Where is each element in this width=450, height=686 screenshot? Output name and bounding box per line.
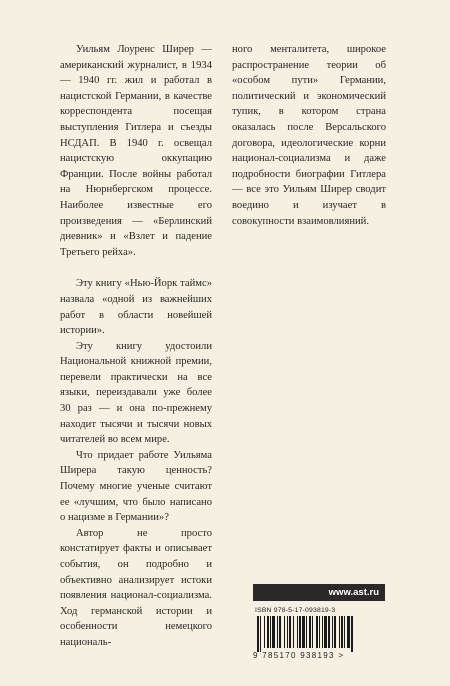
left-text-column	[60, 42, 212, 651]
question-paragraph: Что придает работе Уильяма Ширера такую ценность? Почему многие ученые считают ее «лучшим, что было написано о нацизме в Германии»?	[60, 449, 212, 524]
isbn-label: ISBN 978-5-17-093819-3	[255, 607, 336, 614]
ean-number	[253, 651, 385, 660]
barcode-icon	[253, 616, 385, 652]
continuation-paragraph: ного менталитета, широкое распространение теории об «особом пути» Германии, политический и экономический тупик, в котором страна оказалась после Версальского договора, идеологические корни национал-социализма и даже подробности биографии Гитлера — все это Уильям Ширер сводит воедино и изучает в совокупности взаимовлияний.	[232, 44, 386, 227]
publisher-site: www.ast.ru	[253, 584, 385, 601]
barcode-block	[253, 584, 385, 660]
nyt-quote-paragraph: Эту книгу «Нью-Йорк таймс» назвала «одной из важнейших работ в области новейшей истории».	[60, 278, 212, 337]
ean-digits: 9 785170 938193	[253, 651, 335, 660]
award-paragraph: Эту книгу удостоили Национальной книжной премии, перевели практически на все языки, переиздавали уже более 30 раз — и она по-прежнему находит тысячи и тысячи новых читателей во всем мире.	[60, 340, 212, 446]
right-text-column	[232, 42, 386, 229]
ean-suffix: >	[338, 651, 345, 660]
author-bio-paragraph: Уильям Лоуренс Ширер — американский журналист, в 1934 — 1940 гг. жил и работал в нацистской Германии, в качестве корреспондента посещая выступления Гитлера и съезды НСДАП. В 1940 г. освещал нацистскую оккупацию Франции. После войны работал на Нюрнбергском процессе. Наиболее известные его произведения — «Берлинский дневник» и «Взлет и падение Третьего рейха».	[60, 44, 212, 258]
analysis-paragraph: Автор не просто констатирует факты и описывает события, он подробно и объективно анализирует истоки появления национал-социализма. Ход германской истории и особенности немецкого националь-	[60, 527, 212, 648]
